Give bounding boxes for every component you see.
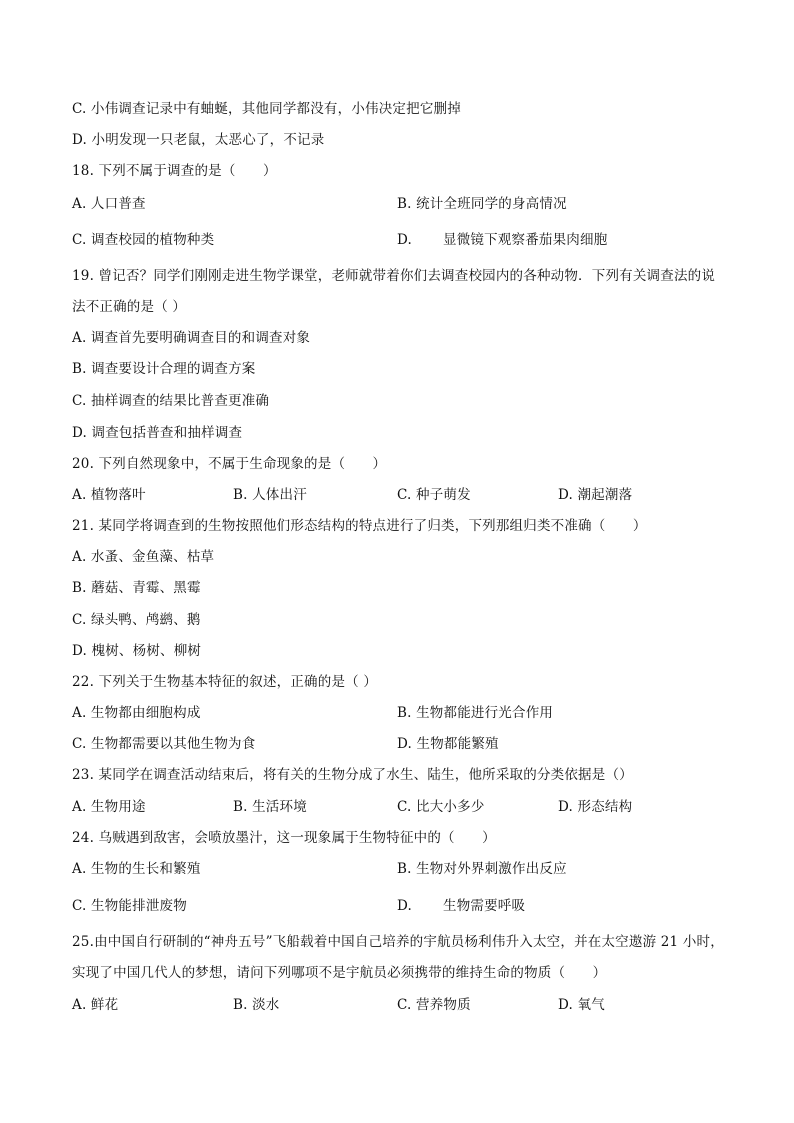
q18-option-b: B. 统计全班同学的身高情况: [397, 196, 567, 212]
q23-option-d: D. 形态结构: [558, 799, 633, 815]
q20-option-c: C. 种子萌发: [397, 487, 471, 503]
q20-option-d: D. 潮起潮落: [558, 487, 633, 503]
q24-option-d-text: 生物需要呼吸: [443, 898, 526, 914]
q20-stem: 20. 下列自然现象中，不属于生命现象的是（ ）: [72, 456, 387, 472]
q19-stem-line2: 法不正确的是（ ）: [72, 299, 187, 315]
q20-option-b: B. 人体出汗: [233, 487, 307, 503]
q25-option-c: C. 营养物质: [397, 997, 471, 1013]
q23-option-b: B. 生活环境: [233, 799, 307, 815]
q17-option-d: D. 小明发现一只老鼠，太恶心了，不记录: [72, 132, 325, 148]
q18-option-a: A. 人口普查: [72, 196, 146, 212]
q25-stem-line1: 25.由中国自行研制的“神舟五号”飞船载着中国自己培养的宇航员杨利伟升入太空，并在太空遨游 21 小时，: [72, 934, 724, 950]
q24-option-c: C. 生物能排泄废物: [72, 898, 187, 914]
q24-option-a: A. 生物的生长和繁殖: [72, 861, 201, 877]
q23-option-c: C. 比大小多少: [397, 799, 485, 815]
q21-option-b: B. 蘑菇、青霉、黑霉: [72, 580, 201, 596]
q25-option-a: A. 鲜花: [72, 997, 119, 1013]
q23-option-a: A. 生物用途: [72, 799, 146, 815]
q19-option-a: A. 调查首先要明确调查目的和调查对象: [72, 330, 311, 346]
q21-option-c: C. 绿头鸭、鸬鹚、鹅: [72, 612, 201, 628]
q18-stem: 18. 下列不属于调查的是（ ）: [72, 163, 277, 179]
q22-stem: 22. 下列关于生物基本特征的叙述，正确的是（ ）: [72, 674, 378, 690]
q21-option-d: D. 槐树、杨树、柳树: [72, 643, 202, 659]
q19-option-c: C. 抽样调查的结果比普查更准确: [72, 393, 270, 409]
q21-stem: 21. 某同学将调查到的生物按照他们形态结构的特点进行了归类，下列那组归类不准确（ ）: [72, 518, 647, 534]
q24-option-b: B. 生物对外界刺激作出反应: [397, 861, 567, 877]
q22-option-a: A. 生物都由细胞构成: [72, 705, 201, 721]
q25-option-d: D. 氧气: [558, 997, 605, 1013]
q21-option-a: A. 水蚤、金鱼藻、枯草: [72, 549, 215, 565]
q25-stem-line2: 实现了中国几代人的梦想，请问下列哪项不是宇航员必须携带的维持生命的物质（ ）: [72, 965, 607, 981]
q22-option-c: C. 生物都需要以其他生物为食: [72, 736, 256, 752]
q25-option-b: B. 淡水: [233, 997, 280, 1013]
q24-option-d-letter: D.: [397, 898, 413, 914]
q18-option-d-text: 显微镜下观察番茄果肉细胞: [443, 232, 608, 248]
q17-option-c: C. 小伟调查记录中有蚰蜒，其他同学都没有，小伟决定把它删掉: [72, 101, 461, 117]
q20-option-a: A. 植物落叶: [72, 487, 146, 503]
q19-stem-line1: 19. 曾记否？同学们刚刚走进生物学课堂，老师就带着你们去调查校园内的各种动物．下列有关调查法的说: [72, 268, 716, 284]
q19-option-d: D. 调查包括普查和抽样调查: [72, 425, 243, 441]
q18-option-c: C. 调查校园的植物种类: [72, 232, 215, 248]
q19-option-b: B. 调查要设计合理的调查方案: [72, 361, 256, 377]
q18-option-d-letter: D.: [397, 232, 413, 248]
q22-option-d: D. 生物都能繁殖: [397, 736, 499, 752]
q23-stem: 23. 某同学在调查活动结束后，将有关的生物分成了水生、陆生，他所采取的分类依据是（）: [72, 767, 633, 783]
q24-stem: 24. 乌贼遇到敌害，会喷放墨汁，这一现象属于生物特征中的（ ）: [72, 830, 496, 846]
q22-option-b: B. 生物都能进行光合作用: [397, 705, 554, 721]
